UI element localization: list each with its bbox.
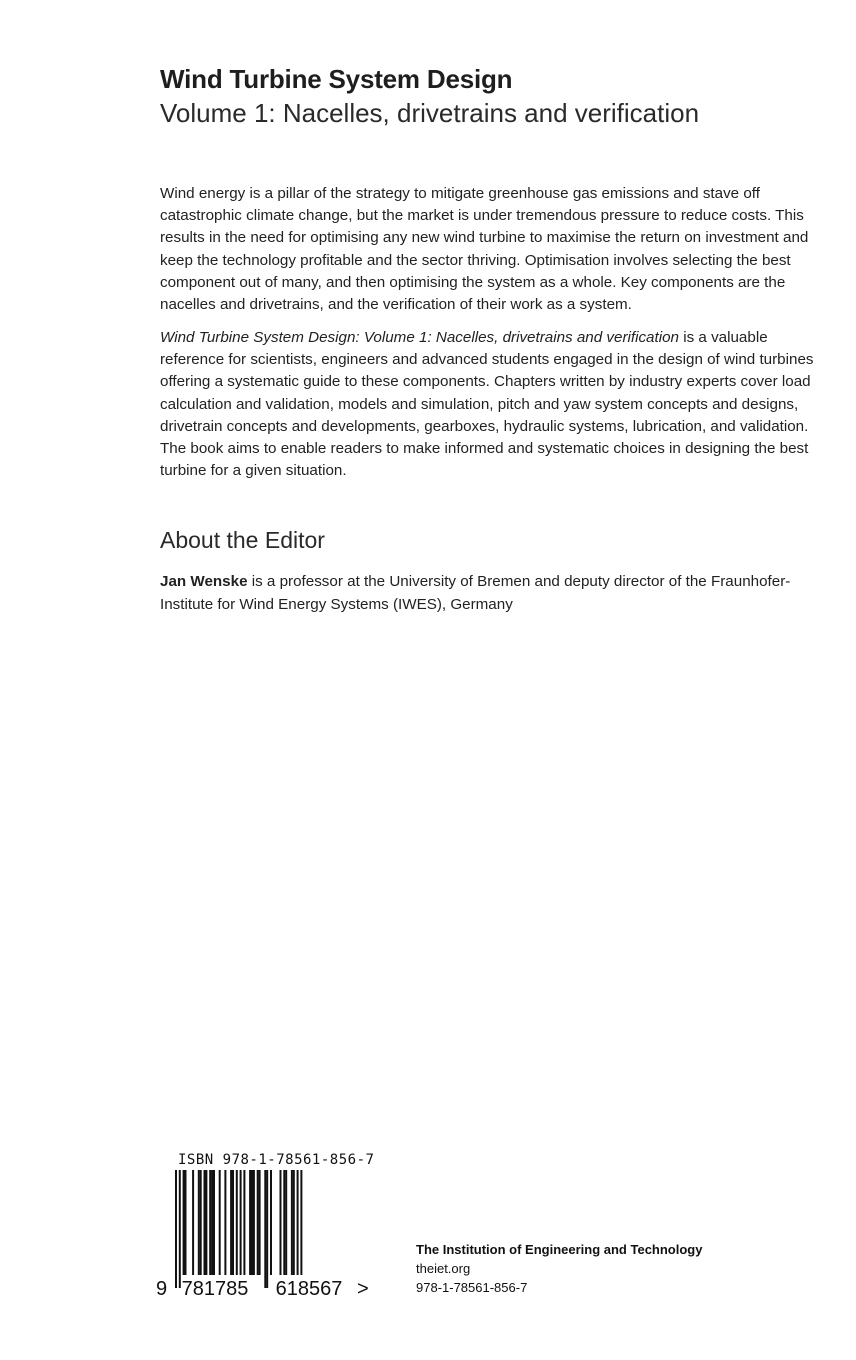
barcode-bar xyxy=(257,1170,259,1275)
barcode-bar xyxy=(219,1170,221,1275)
editor-bio xyxy=(160,571,830,616)
barcode-bar xyxy=(224,1170,226,1275)
barcode-bar xyxy=(213,1170,215,1275)
barcode-bars xyxy=(175,1170,302,1288)
isbn-barcode xyxy=(155,1170,380,1300)
publisher-isbn: 978-1-78561-856-7 xyxy=(416,1280,528,1295)
barcode-bar xyxy=(270,1170,272,1275)
editor-bio-text: is a professor at the University of Bremen and deputy director of the Fraunhofer-Institute for Wind Energy Systems (IWES), Germany xyxy=(160,573,791,613)
description-paragraph-2-text: is a valuable reference for scientists, engineers and advanced students engaged in the design of wind turbines offering a systematic guide to these components. Chapters written by industry experts cover load calculation and validation, models and simulation, pitch and yaw system concepts and designs, drivetrain concepts and developments, gearboxes, hydraulic systems, lubrication, and validation. The book aims to enable readers to make informed and systematic choices in designing the best turbine for a given situation. xyxy=(160,329,814,480)
publisher-block xyxy=(416,1240,702,1297)
barcode-bar xyxy=(253,1170,255,1275)
barcode-bar xyxy=(185,1170,187,1275)
book-subtitle: Volume 1: Nacelles, drivetrains and verification xyxy=(160,98,700,128)
barcode-bar xyxy=(291,1170,293,1275)
barcode-bar xyxy=(198,1170,200,1275)
barcode-bar xyxy=(280,1170,282,1275)
barcode-bar xyxy=(175,1170,177,1288)
barcode-bar xyxy=(236,1170,238,1275)
isbn-label: ISBN 978-1-78561-856-7 xyxy=(178,1152,375,1168)
editor-name: Jan Wenske xyxy=(160,573,248,590)
barcode-bar xyxy=(179,1170,181,1288)
barcode-bar xyxy=(183,1170,185,1275)
about-editor-heading: About the Editor xyxy=(160,527,325,553)
barcode-bar xyxy=(240,1170,242,1275)
barcode-bar xyxy=(285,1170,287,1275)
barcode-bar xyxy=(200,1170,202,1275)
barcode-bar xyxy=(232,1170,234,1275)
barcode-bar xyxy=(251,1170,253,1275)
barcode-bar xyxy=(209,1170,211,1275)
barcode-bar xyxy=(266,1170,268,1288)
barcode-bar xyxy=(205,1170,207,1275)
publisher-name: The Institution of Engineering and Technology xyxy=(416,1242,703,1257)
barcode-digits-right: 618567 xyxy=(275,1278,343,1300)
description-paragraph-2 xyxy=(160,327,820,482)
barcode-bar xyxy=(297,1170,299,1275)
barcode-bar xyxy=(243,1170,245,1275)
barcode-bar xyxy=(211,1170,213,1275)
barcode-bar xyxy=(259,1170,261,1275)
barcode-bar xyxy=(300,1170,302,1275)
barcode-bar xyxy=(283,1170,285,1275)
barcode-digits-left: 781785 xyxy=(181,1278,249,1300)
book-title-reference: Wind Turbine System Design: Volume 1: Nacelles, drivetrains and verification xyxy=(160,329,679,346)
barcode-bar xyxy=(204,1170,206,1275)
barcode-digit-first: 9 xyxy=(156,1278,168,1300)
barcode-bar xyxy=(192,1170,194,1275)
publisher-website[interactable]: theiet.org xyxy=(416,1261,471,1276)
book-title: Wind Turbine System Design xyxy=(160,64,513,94)
description-paragraph-1: Wind energy is a pillar of the strategy to mitigate greenhouse gas emissions and stave off catastrophic climate change, but the market is under tremendous pressure to reduce costs. This results in the need for optimising any new wind turbine to maximise the return on investment and keep the technology profitable and the sector thriving. Optimisation involves selecting the best component out of many, and then optimising the system as a whole. Key components are the nacelles and drivetrains, and the verification of their work as a system. xyxy=(160,185,809,314)
barcode-bar xyxy=(249,1170,251,1275)
barcode-bar xyxy=(293,1170,295,1275)
barcode-bar xyxy=(230,1170,232,1275)
barcode-bar xyxy=(264,1170,266,1288)
barcode-quiet-mark: > xyxy=(357,1278,369,1300)
